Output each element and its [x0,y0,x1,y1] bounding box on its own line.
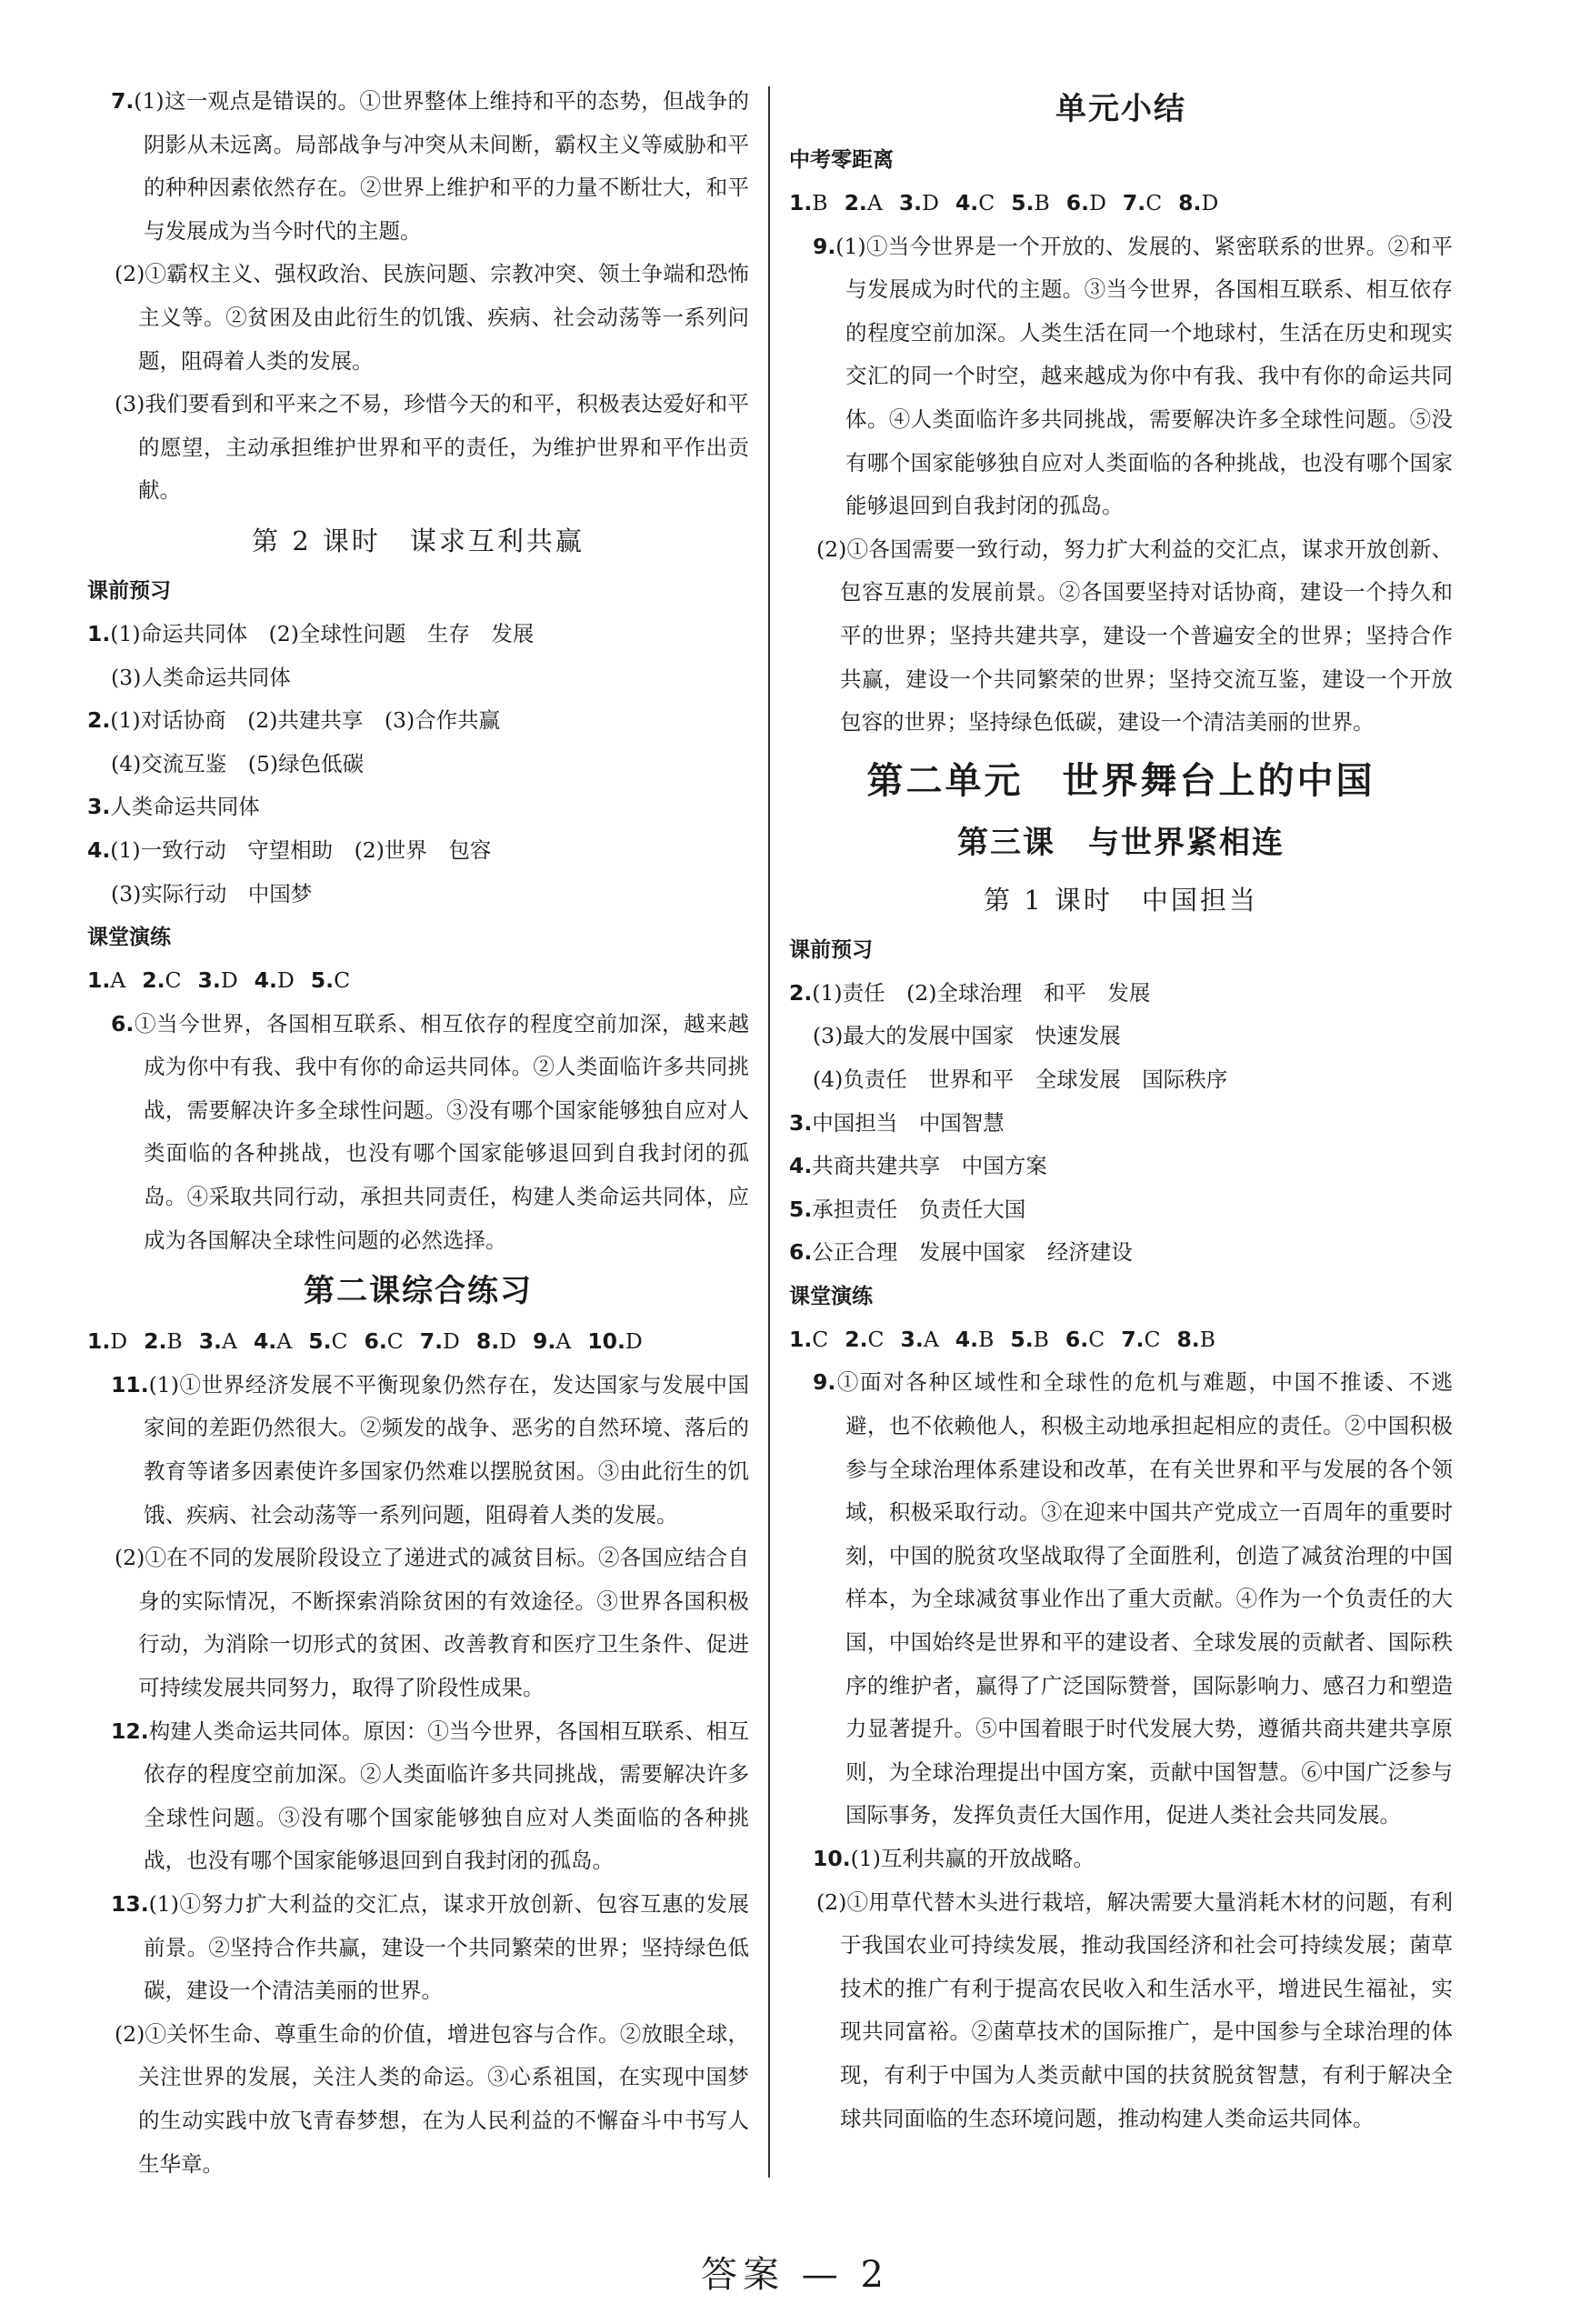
q7-part3: (3)我们要看到和平来之不易，珍惜今天的和平，积极表达爱好和平的愿望，主动承担维护世界和平的责任，为维护世界和平作出贡献。 [115,391,749,504]
list-item: (3)实际行动 中国梦 [111,880,313,907]
q11-part1: 11.(1)①世界经济发展不平衡现象仍然存在，发达国家与发展中国家间的差距仍然很大。②频发的战争、恶劣的自然环境、落后的教育等诸多因素使许多国家仍然难以摆脱贫困。③由此衍生的饥饿、疾病、社会动荡等一系列问题，阻碍着人类的发展。 [111,1371,749,1528]
list-item: (4)交流互鉴 (5)绿色低碳 [111,750,365,776]
left-preview-label: 课前预习 [87,578,171,603]
list-item: 2.(1)对话协商 (2)共建共享 (3)合作共赢 [87,707,501,734]
review-title: 第二课综合练习 [304,1273,533,1310]
footer-label: 答案 [701,2254,785,2296]
lesson3-title: 第三课 与世界紧相连 [957,824,1285,861]
q10-part2: (2)①用草代替木头进行栽培，解决需要大量消耗木材的问题，有利于我国农业可持续发展，推动我国经济和社会可持续发展；菌草技术的推广有利于提高农民收入和生活水平，增进民生福祉，实现共同富裕。②菌草技术的国际推广，是中国参与全球治理的体现，有利于中国为人类贡献中国的扶贫脱贫智慧，有利于解决全球共同面临的生态环境问题，推动构建人类命运共同体。 [816,1888,1453,2131]
q12-answer: 12.构建人类命运共同体。原因：①当今世界，各国相互联系、相互依存的程度空前加深。②人类面临许多共同挑战，需要解决许多全球性问题。③没有哪个国家能够独自应对人类面临的各种挑战，也没有哪个国家能够退回到自我封闭的孤岛。 [111,1718,749,1874]
review-answers: 1.D 2.B 3.A 4.A 5.C 6.C 7.D 8.D 9.A 10.D [87,1328,643,1355]
column-divider [768,86,770,2178]
q7-part1: 7.(1)这一观点是错误的。①世界整体上维持和平的态势，但战争的阴影从未远离。局部战争与冲突从未间断，霸权主义等威胁和平的种种因素依然存在。②世界上维护和平的力量不断壮大，和平与发展成为当今时代的主题。 [111,88,749,244]
exam-answers: 1.B 2.A 3.D 4.C 5.B 6.D 7.C 8.D [789,190,1219,215]
footer-dash: — [801,2254,844,2296]
right-column [789,80,1453,2140]
summary-title: 单元小结 [1055,91,1186,127]
list-item: 3.中国担当 中国智慧 [789,1109,1005,1136]
q9-part2: (2)①各国需要一致行动，努力扩大利益的交汇点，谋求开放创新、包容互惠的发展前景。②各国要坚持对话协商，建设一个持久和平的世界；坚持共建共享，建设一个普遍安全的世界；坚持合作共赢，建设一个共同繁荣的世界；坚持交流互鉴，建设一个开放包容的世界；坚持绿色低碳，建设一个清洁美丽的世界。 [816,536,1453,736]
list-item: 1.(1)命运共同体 (2)全球性问题 生存 发展 [87,620,535,646]
q6-answer: 6.①当今世界，各国相互联系、相互依存的程度空前加深，越来越成为你中有我、我中有你的命运共同体。②人类面临许多共同挑战，需要解决许多全球性问题。③没有哪个国家能够独自应对人类面临的各种挑战，也没有哪个国家能够退回到自我封闭的孤岛。④采取共同行动，承担共同责任，构建人类命运共同体，应成为各国解决全球性问题的必然选择。 [111,1010,749,1253]
q13-part2: (2)①关怀生命、尊重生命的价值，增进包容与合作。②放眼全球，关注世界的发展，关注人类的命运。③心系祖国，在实现中国梦的生动实践中放飞青春梦想，在为人民利益的不懈奋斗中书写人生华章。 [115,2020,749,2177]
left-preview-list [87,613,749,916]
right-preview-list [789,972,1453,1275]
list-item: (3)最大的发展中国家 快速发展 [813,1023,1121,1049]
q10-part1: 10.(1)互利共赢的开放战略。 [813,1846,1095,1871]
q11-part2: (2)①在不同的发展阶段设立了递进式的减贫目标。②各国应结合自身的实际情况，不断探索消除贫困的有效途径。③世界各国积极行动，为消除一切形式的贫困、改善教育和医疗卫生条件、促进可持续发展共同努力，取得了阶段性成果。 [115,1545,749,1700]
lesson1-title: 第 1 课时 中国担当 [984,884,1258,916]
unit2-title: 第二单元 世界舞台上的中国 [866,759,1375,802]
list-item: 5.承担责任 负责任大国 [789,1196,1026,1222]
right-preview-label: 课前预习 [789,937,873,962]
page-number: 2 [860,2254,889,2296]
q13-part1: 13.(1)①努力扩大利益的交汇点，谋求开放创新、包容互惠的发展前景。②坚持合作共赢，建设一个共同繁荣的世界；坚持绿色低碳，建设一个清洁美丽的世界。 [111,1890,749,2004]
left-practice-label: 课堂演练 [87,926,171,950]
exam-label: 中考零距离 [789,148,894,172]
list-item: (3)人类命运共同体 [111,664,291,690]
page-footer [0,2246,1590,2298]
right-practice-answers: 1.C 2.C 3.A 4.B 5.B 6.C 7.C 8.B [789,1326,1216,1352]
lesson2-title: 第 2 课时 谋求互利共赢 [252,525,585,556]
list-item: (4)负责任 世界和平 全球发展 国际秩序 [813,1066,1228,1092]
q9-part1: 9.(1)①当今世界是一个开放的、发展的、紧密联系的世界。②和平与发展成为时代的主题。③当今世界，各国相互联系、相互依存的程度空前加深。人类生活在同一个地球村，生活在历史和现实交汇的同一个时空，越来越成为你中有我、我中有你的命运共同体。④人类面临许多共同挑战，需要解决许多全球性问题。⑤没有哪个国家能够独自应对人类面临的各种挑战，也没有哪个国家能够退回到自我封闭的孤岛。 [813,233,1453,519]
list-item: 4.(1)一致行动 守望相助 (2)世界 包容 [87,836,492,863]
right-practice-label: 课堂演练 [789,1284,873,1308]
list-item: 6.公正合理 发展中国家 经济建设 [789,1239,1133,1266]
q9b-answer: 9.①面对各种区域性和全球性的危机与难题，中国不推诿、不逃避，也不依赖他人，积极主动地承担起相应的责任。②中国积极参与全球治理体系建设和改革，在有关世界和平与发展的各个领域，积极采取行动。③在迎来中国共产党成立一百周年的重要时刻，中国的脱贫攻坚战取得了全面胜利，创造了减贫治理的中国样本，为全球减贫事业作出了重大贡献。④作为一个负责任的大国，中国始终是世界和平的建设者、全球发展的贡献者、国际秩序的维护者，赢得了广泛国际赞誉，国际影响力、感召力和塑造力显著提升。⑤中国着眼于时代发展大势，遵循共商共建共享原则，为全球治理提出中国方案，贡献中国智慧。⑥中国广泛参与国际事务，发挥负责任大国作用，促进人类社会共同发展。 [813,1369,1453,1828]
left-practice-answers: 1.A 2.C 3.D 4.D 5.C [87,967,351,994]
list-item: 3.人类命运共同体 [87,794,260,820]
q7-part2: (2)①霸权主义、强权政治、民族问题、宗教冲突、领土争端和恐怖主义等。②贫困及由此衍生的饥饿、疾病、社会动荡等一系列问题，阻碍着人类的发展。 [115,261,749,374]
left-column [87,80,749,2186]
list-item: 4.共商共建共享 中国方案 [789,1153,1047,1179]
list-item: 2.(1)责任 (2)全球治理 和平 发展 [789,979,1151,1006]
